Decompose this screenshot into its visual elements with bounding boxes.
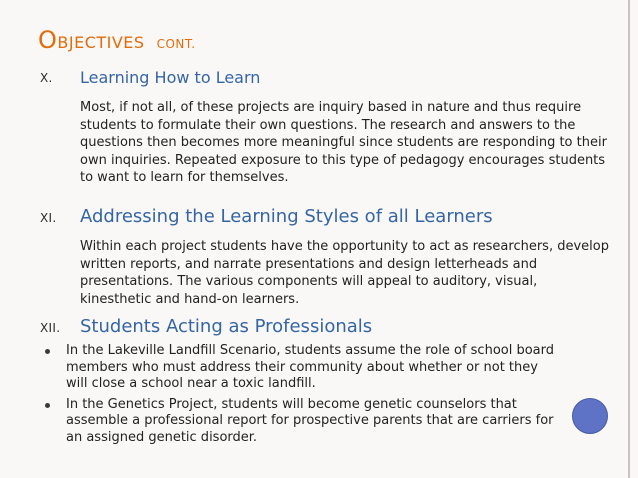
list-item	[40, 397, 558, 447]
title-initial: O	[38, 26, 58, 54]
section-heading: Learning How to Learn	[80, 68, 261, 87]
bullet-text: In the Lakeville Landfill Scenario, students assume the role of school board members who must address their community about whether or not they will close a school near a toxic landfill.	[66, 343, 555, 391]
bullet-list	[40, 343, 558, 446]
section-numeral: X.	[40, 71, 53, 85]
section-heading: Addressing the Learning Styles of all Learners	[80, 206, 493, 227]
section-paragraph: Most, if not all, of these projects are inquiry based in nature and thus require students to formulate their own questions. The research and answers to the questions then becomes more meaningful since students are responding to their own inquiries. Repeated exposure to this type of pedagogy encourages students to want to learn for themselves.	[80, 100, 607, 185]
list-item	[40, 343, 558, 393]
section-numeral: XI.	[40, 211, 57, 225]
bullet-dot-icon	[45, 403, 50, 408]
slide-title	[38, 26, 196, 54]
section-heading: Students Acting as Professionals	[80, 316, 373, 337]
bullet-text: In the Genetics Project, students will become genetic counselors that assemble a professional report for prospective parents that are carriers for an assigned genetic disorder.	[66, 396, 554, 445]
title-rest: BJECTIVES	[57, 33, 145, 52]
bullet-dot-icon	[45, 349, 50, 354]
title-suffix: CONT.	[156, 37, 196, 51]
slide-border-line	[628, 0, 630, 478]
circle-accent-icon	[572, 398, 608, 434]
section-numeral: XII.	[40, 321, 61, 335]
section-paragraph: Within each project students have the opportunity to act as researchers, develop written reports, and narrate presentations and design letterheads and presentations. The various components will appeal to auditory, visual, kinesthetic and hand-on learners.	[80, 239, 609, 307]
